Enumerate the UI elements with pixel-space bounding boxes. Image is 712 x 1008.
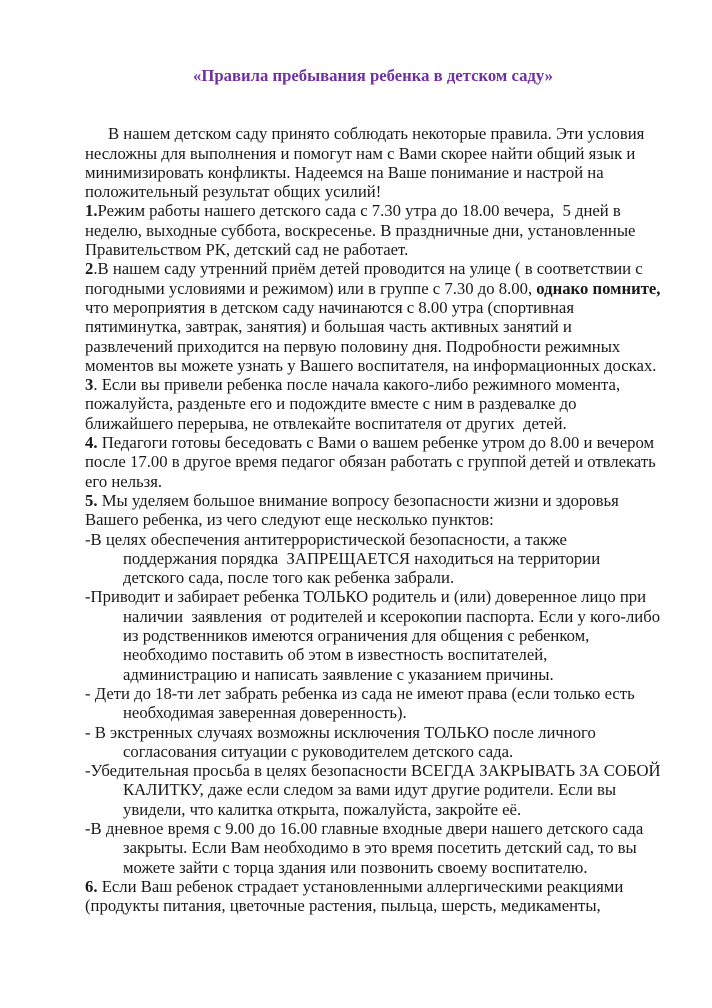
text-run: .В нашем саду утренний приём детей проводится на улице ( в соответствии с погодными условиями и режимом) или в группе с 7.30 до 8.00, [85, 259, 647, 298]
text-run: 6. [85, 876, 98, 896]
text-run: - Дети до 18-ти лет забрать ребенка из сада не имеют права (если только есть необходимая заверенная доверенность). [85, 683, 639, 723]
text-run: - В экстренных случаях возможны исключения ТОЛЬКО после личного согласования ситуации с руководителем детского сада. [85, 722, 601, 761]
text-run: 4. [85, 433, 98, 453]
text-run: -Приводит и забирает ребенка ТОЛЬКО родитель и (или) доверенное лицо при наличии заявления от родителей и ксерокопии паспорта. Если у кого-либо из родственников имеются ограничения для общения с ребенком, необходимо поставить об этом в известность воспитателей, администрацию и написать заявление с указанием причины. [85, 587, 665, 684]
rule-2 [85, 259, 665, 375]
rule-5-bullet-2 [85, 587, 665, 684]
text-run: . Если вы привели ребенка после начала какого-либо режимного момента, пожалуйста, разденьте его и подождите вместе с ним в раздевалке до ближайшего перерыва, не отвлекайте воспитателя от других детей. [85, 375, 625, 433]
rule-5 [85, 491, 661, 530]
rule-5-bullet-3 [85, 684, 661, 723]
rule-4 [85, 433, 661, 491]
text-run: 3 [85, 375, 94, 395]
text-run: 1. [85, 201, 98, 221]
text-run: В нашем детском саду принято соблюдать некоторые правила. Эти условия несложны для выполнения и помогут нам с Вами скорее найти общий язык и минимизировать конфликты. Надеемся на Ваше понимание и настрой на положительный результат общих усилий! [85, 124, 649, 202]
rule-5-bullet-1 [85, 530, 661, 588]
text-run: -В целях обеспечения антитеррористической безопасности, а также поддержания порядка ЗАПРЕЩАЕТСЯ находиться на территории детского сада, после того как ребенка забрали. [85, 529, 605, 588]
text-run: 2 [85, 259, 94, 279]
text-run: Мы уделяем большое внимание вопросу безопасности жизни и здоровья Вашего ребенка, из чего следуют еще несколько пунктов: [85, 490, 623, 530]
text-run: что мероприятия в детском саду начинаются с 8.00 утра (спортивная пятиминутка, завтрак, занятия) и большая часть активных занятий и развлечений приходится на первую половину дня. Подробности режимных моментов вы можете узнать у Вашего воспитателя, на информационных досках. [85, 278, 665, 375]
text-run: 5. [85, 490, 98, 510]
page-title: «Правила пребывания ребенка в детском саду» [193, 66, 553, 85]
rule-1 [85, 201, 661, 259]
rule-5-bullet-4 [85, 723, 661, 762]
rule-3 [85, 375, 661, 433]
text-run: однако помните, [536, 278, 661, 298]
text-run: Педагоги готовы беседовать с Вами о вашем ребенке утром до 8.00 и вечером после 17.00 в другое время педагог обязан работать с группой детей и отвлекать его нельзя. [85, 433, 660, 491]
text-run: Режим работы нашего детского сада с 7.30 утра до 18.00 вечера, 5 дней в неделю, выходные суббота, воскресенье. В праздничные дни, установленные Правительством РК, детский сад не работает. [85, 201, 640, 260]
text-run: Если Ваш ребенок страдает установленными аллергическими реакциями (продукты питания, цветочные растения, пыльца, шерсть, медикаменты, [85, 876, 628, 916]
intro-paragraph [85, 124, 661, 201]
rule-5-bullet-5 [85, 761, 665, 819]
rule-6 [85, 877, 661, 916]
text-run: -В дневное время с 9.00 до 16.00 главные входные двери нашего детского сада закрыты. Если Вам необходимо в это время посетить детский сад, то вы можете зайти с торца здания или позвонить своему воспитателю. [85, 818, 648, 877]
rule-5-bullet-6 [85, 819, 661, 877]
text-run: -Убедительная просьба в целях безопасности ВСЕГДА ЗАКРЫВАТЬ ЗА СОБОЙ КАЛИТКУ, даже если следом за вами идут другие родители. Если вы увидели, что калитка открыта, пожалуйста, закройте её. [85, 761, 665, 819]
